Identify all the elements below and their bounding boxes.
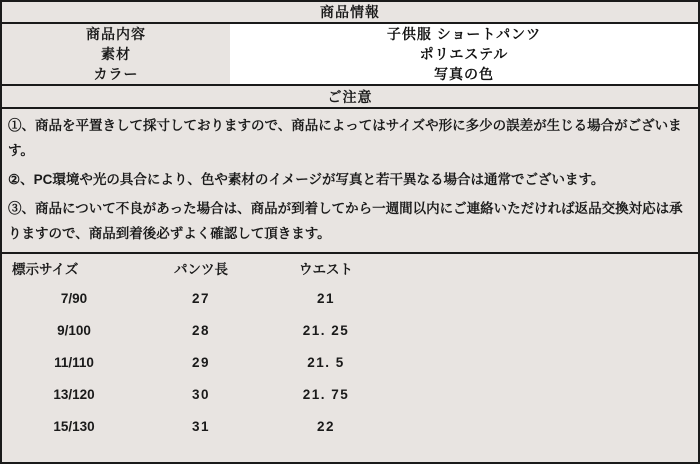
product-info-values — [230, 24, 698, 84]
length-cell: 27 — [191, 290, 211, 306]
size-cell: 11/110 — [54, 354, 94, 370]
product-info-label: 商品内容 — [86, 26, 146, 42]
size-cell: 7/90 — [60, 290, 88, 306]
length-cell: 28 — [191, 322, 211, 338]
caution-heading-label: ご注意 — [327, 88, 373, 105]
product-info-label: 素材 — [101, 46, 131, 62]
extra-cell — [396, 410, 698, 442]
table-row — [2, 378, 698, 410]
product-info-label: カラー — [93, 66, 139, 82]
table-row — [2, 410, 698, 442]
caution-heading — [2, 86, 698, 107]
extra-cell — [396, 346, 698, 378]
caution-paragraph: ②、PC環境や光の具合により、色や素材のイメージが写真と若干異なる場合は通常でございます。 — [8, 172, 605, 187]
waist-cell: 21. 25 — [302, 322, 350, 338]
product-info-value-row — [230, 64, 698, 84]
size-table-header-cell — [396, 254, 698, 282]
size-table-header-row — [2, 254, 698, 282]
waist-cell: 21. 5 — [307, 354, 345, 370]
size-table-header-cell: パンツ長 — [174, 262, 228, 277]
length-cell: 31 — [191, 418, 211, 434]
extra-cell — [396, 282, 698, 314]
product-info-value: ポリエステル — [419, 46, 509, 62]
length-cell: 30 — [191, 386, 211, 402]
waist-cell: 21 — [316, 290, 336, 306]
product-info-table — [2, 24, 698, 84]
caution-paragraph: ①、商品を平置きして採寸しておりますので、商品によってはサイズや形に多少の誤差が生じる場合がございます。 — [8, 118, 682, 158]
product-info-value: 子供服 ショートパンツ — [386, 26, 542, 42]
length-cell: 29 — [191, 354, 211, 370]
product-info-label-row — [2, 24, 230, 44]
size-table-header-cell: ウエスト — [299, 262, 353, 277]
size-cell: 9/100 — [57, 322, 91, 338]
product-info-heading — [2, 2, 698, 22]
waist-cell: 21. 75 — [302, 386, 350, 402]
caution-paragraph: ③、商品について不良があった場合は、商品が到着してから一週間以内にご連絡いただければ返品交換対応は承りますので、商品到着後必ずよく確認して頂きます。 — [8, 201, 683, 241]
caution-body — [2, 109, 698, 252]
size-table — [2, 254, 698, 442]
product-info-value-row — [230, 44, 698, 64]
table-row — [2, 314, 698, 346]
extra-cell — [396, 314, 698, 346]
extra-cell — [396, 378, 698, 410]
product-info-label-row — [2, 44, 230, 64]
waist-cell: 22 — [316, 418, 336, 434]
size-cell: 15/130 — [53, 418, 95, 434]
size-table-header-cell: 標示サイズ — [12, 262, 79, 277]
table-row — [2, 346, 698, 378]
size-cell: 13/120 — [53, 386, 95, 402]
product-info-labels — [2, 24, 230, 84]
table-row — [2, 282, 698, 314]
product-info-value: 写真の色 — [434, 66, 494, 82]
product-info-value-row — [230, 24, 698, 44]
product-info-label-row — [2, 64, 230, 84]
product-info-heading-label: 商品情報 — [320, 4, 380, 20]
